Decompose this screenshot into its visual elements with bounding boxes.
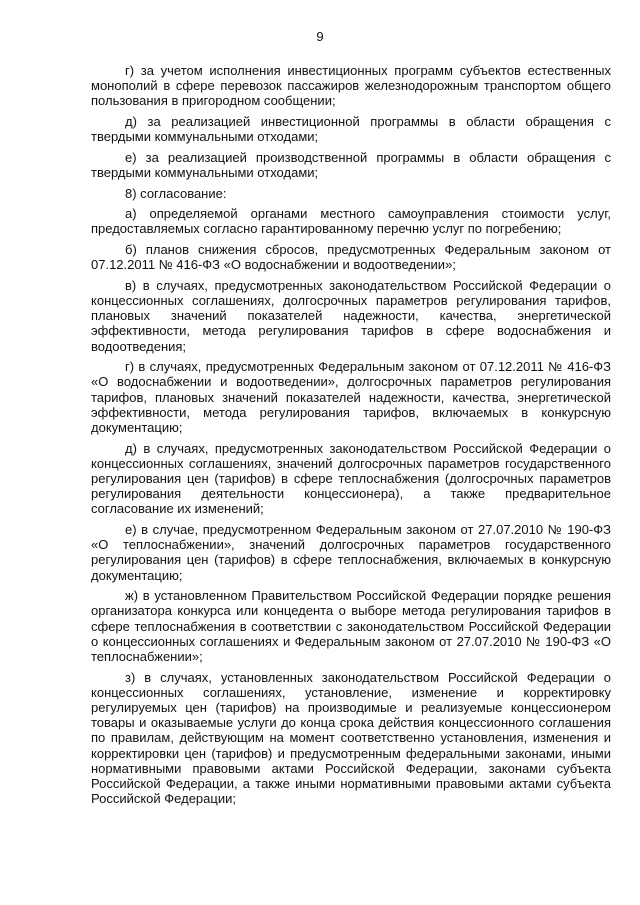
paragraph-item-e-waste-production: е) за реализацией производственной программы в области обращения с твердыми коммунальными отходами;: [91, 149, 611, 180]
paragraph-item-g-investment-programs: г) за учетом исполнения инвестиционных программ субъектов естественных монополий в сфере перевозок пассажиров железнодорожным транспортом общего пользования в пригородном сообщении;: [91, 63, 611, 109]
paragraph-section-8-approval: 8) согласование:: [125, 185, 227, 201]
paragraph-item-e-heat-tender: е) в случае, предусмотренном Федеральным законом от 27.07.2010 № 190-ФЗ «О теплоснабжении», значений долгосрочных параметров государственного регулирования цен (тарифов) в сфере теплоснабжения, включаемых в конкурсную документацию;: [91, 522, 611, 583]
paragraph-item-zh-regulation-method: ж) в установленном Правительством Российской Федерации порядке решения организатора конкурса или концедента о выборе метода регулирования тарифов в сфере теплоснабжения в соответствии с законодательством Российской Федерации о концессионных соглашениях и Федеральным законом от 27.07.2010 № 190-ФЗ «О теплоснабжении»;: [91, 588, 611, 665]
document-body: [91, 63, 611, 812]
paragraph-item-g-water-tender: г) в случаях, предусмотренных Федеральным законом от 07.12.2011 № 416-ФЗ «О водоснабжении и водоотведении», долгосрочных параметров регулирования тарифов, плановых значений показателей надежности, качества, энергетической эффективности, метода регулирования тарифов, включаемых в конкурсную документацию;: [91, 359, 611, 435]
page-number: 9: [316, 29, 324, 44]
paragraph-item-d-heat-concession: д) в случаях, предусмотренных законодательством Российской Федерации о концессионных соглашениях, значений долгосрочных параметров государственного регулирования цен (тарифов) в сфере теплоснабжения (долгосрочных параметров регулирования деятельности концессионера), а также предварительное согласование их изменений;: [91, 440, 611, 517]
paragraph-item-a-burial-services: а) определяемой органами местного самоуправления стоимости услуг, предоставляемых согласно гарантированному перечню услуг по погребению;: [91, 206, 611, 237]
paragraph-item-v-water-concession: в) в случаях, предусмотренных законодательством Российской Федерации о концессионных соглашениях, долгосрочных параметров регулирования тарифов, плановых значений показателей надежности, качества, энергетической эффективности, метода регулирования тарифов в сфере водоснабжения и водоотведения;: [91, 277, 611, 354]
paragraph-item-b-discharge-reduction: б) планов снижения сбросов, предусмотренных Федеральным законом от 07.12.2011 № 416-ФЗ «О водоснабжении и водоотведении»;: [91, 241, 611, 273]
paragraph-item-d-waste-investment: д) за реализацией инвестиционной программы в области обращения с твердыми коммунальными отходами;: [91, 114, 611, 145]
paragraph-item-z-tariff-adjustment: з) в случаях, установленных законодательством Российской Федерации о концессионных соглашениях, установление, изменение и корректировку регулируемых цен (тарифов) на производимые и реализуемые концессионером товары и оказываемые услуги до конца срока действия концессионного соглашения по правилам, действующим на момент соответственно установления, изменения и корректировки цен (тарифов) и предусмотренным федеральными законами, иными нормативными правовыми актами Российской Федерации, законами субъекта Российской Федерации, а также иными нормативными правовыми актами субъекта Российской Федерации;: [91, 669, 611, 807]
